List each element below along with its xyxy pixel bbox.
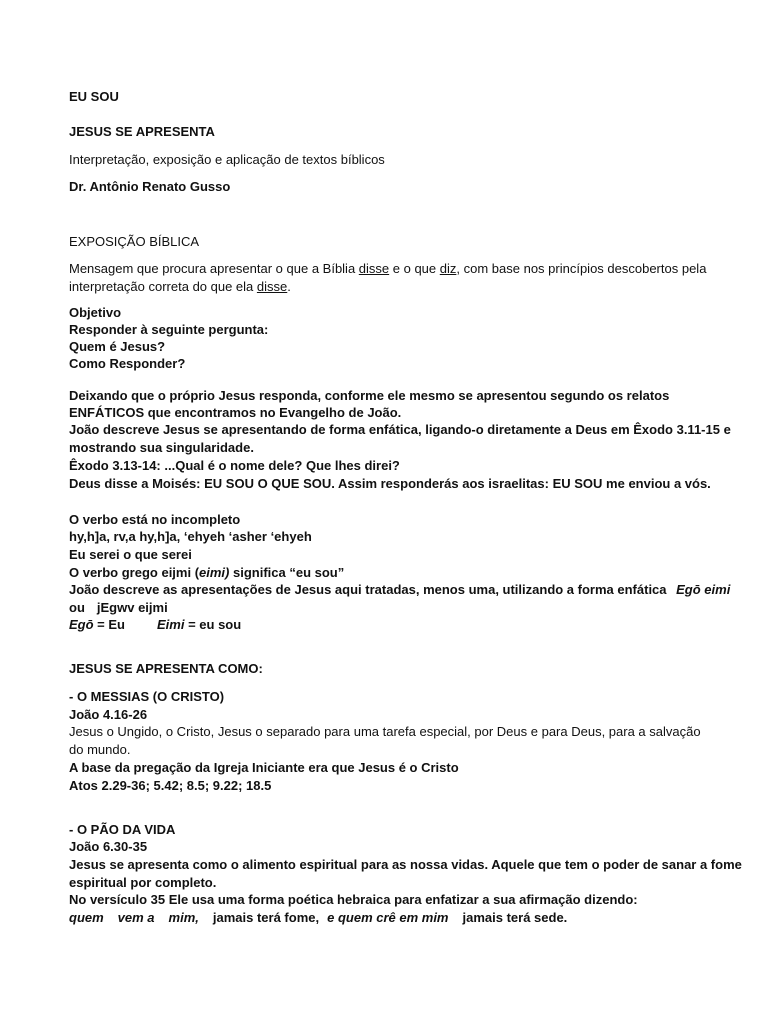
messias-reference: João 4.16-26 <box>69 707 148 722</box>
text-run: João descreve as apresentações de Jesus aqui tratadas, menos uma, utilizando a forma enfática <box>69 582 671 597</box>
verbo-line-5 <box>69 581 730 599</box>
pao-line-3: No versículo 35 Ele usa uma forma poética hebraica para enfatizar a sua afirmação dizendo: <box>69 892 638 907</box>
paragraph-line-6: Deus disse a Moisés: EU SOU O QUE SOU. Assim responderás aos israelitas: EU SOU me enviou a vós. <box>69 476 711 491</box>
messias-line-4: Atos 2.29-36; 5.42; 8.5; 9.22; 18.5 <box>69 778 272 793</box>
italic-word: Egō eimi <box>676 582 731 597</box>
objetivo-line-2: Quem é Jesus? <box>69 339 166 354</box>
pao-reference: João 6.30-35 <box>69 839 148 854</box>
paragraph-line-2: ENFÁTICOS que encontramos no Evangelho de João. <box>69 405 402 420</box>
text-run: significa “eu sou” <box>229 565 345 580</box>
italic-word: eimi) <box>199 565 230 580</box>
italic-word: Egō <box>69 617 94 632</box>
text-run: O verbo grego eijmi ( <box>69 565 200 580</box>
pao-line-2: espiritual por completo. <box>69 875 217 890</box>
exposicao-line-2 <box>69 278 291 296</box>
italic-word: e quem crê em mim <box>327 910 449 925</box>
objetivo-line-3: Como Responder? <box>69 356 186 371</box>
text-run: . <box>287 279 291 294</box>
verbo-line-2: hy,h]a, rv,a hy,h]a, ‘ehyeh ‘asher ‘ehyeh <box>69 529 312 544</box>
text-run: jamais terá sede. <box>462 910 568 925</box>
exposicao-heading: EXPOSIÇÃO BÍBLICA <box>69 234 200 249</box>
exposicao-line-1 <box>69 260 706 278</box>
underlined-word: disse <box>256 279 288 294</box>
text-run: interpretação correta do que ela <box>69 279 257 294</box>
section-heading: JESUS SE APRESENTA COMO: <box>69 661 263 676</box>
messias-line-3: A base da pregação da Igreja Iniciante era que Jesus é o Cristo <box>69 760 459 775</box>
verbo-line-3: Eu serei o que serei <box>69 547 192 562</box>
italic-word: quem <box>69 910 104 925</box>
objetivo-label: Objetivo <box>69 305 122 320</box>
pao-line-1: Jesus se apresenta como o alimento espiritual para as nossa vidas. Aquele que tem o poder de sanar a fome <box>69 857 742 872</box>
paragraph-line-4: mostrando sua singularidade. <box>69 440 254 455</box>
underlined-word: disse <box>358 261 390 276</box>
paragraph-line-1: Deixando que o próprio Jesus responda, conforme ele mesmo se apresentou segundo os relatos <box>69 388 670 403</box>
messias-title: - O MESSIAS (O CRISTO) <box>69 689 225 704</box>
verbo-line-7 <box>69 616 241 634</box>
italic-word: mim, <box>168 910 199 925</box>
text-run: ou <box>69 600 85 615</box>
text-run: jEgwv eijmi <box>96 600 168 615</box>
messias-line-1: Jesus o Ungido, o Cristo, Jesus o separado para uma tarefa especial, por Deus e para Deus, para a salvação <box>69 724 701 739</box>
document-description: Interpretação, exposição e aplicação de textos bíblicos <box>69 152 385 167</box>
verbo-line-4 <box>69 564 344 582</box>
text-run: = Eu <box>93 617 125 632</box>
paragraph-line-5: Êxodo 3.13-14: ...Qual é o nome dele? Que lhes direi? <box>69 458 400 473</box>
messias-line-2: do mundo. <box>69 742 131 757</box>
italic-word: vem a <box>117 910 155 925</box>
document-subtitle: JESUS SE APRESENTA <box>69 124 215 139</box>
text-run: jamais terá fome, <box>212 910 320 925</box>
objetivo-line-1: Responder à seguinte pergunta: <box>69 322 269 337</box>
verbo-line-1: O verbo está no incompleto <box>69 512 241 527</box>
italic-word: Eimi <box>157 617 185 632</box>
pao-verse-line <box>69 909 567 927</box>
text-run: Mensagem que procura apresentar o que a Bíblia <box>69 261 359 276</box>
text-run: e o que <box>389 261 440 276</box>
document-author: Dr. Antônio Renato Gusso <box>69 179 231 194</box>
text-run: , com base nos princípios descobertos pela <box>456 261 707 276</box>
underlined-word: diz <box>439 261 457 276</box>
verbo-line-6 <box>69 599 168 617</box>
pao-title: - O PÃO DA VIDA <box>69 822 176 837</box>
text-run: = eu sou <box>184 617 242 632</box>
document-title: EU SOU <box>69 89 119 104</box>
paragraph-line-3: João descreve Jesus se apresentando de forma enfática, ligando-o diretamente a Deus em Êxodo 3.11-15 e <box>69 422 731 437</box>
